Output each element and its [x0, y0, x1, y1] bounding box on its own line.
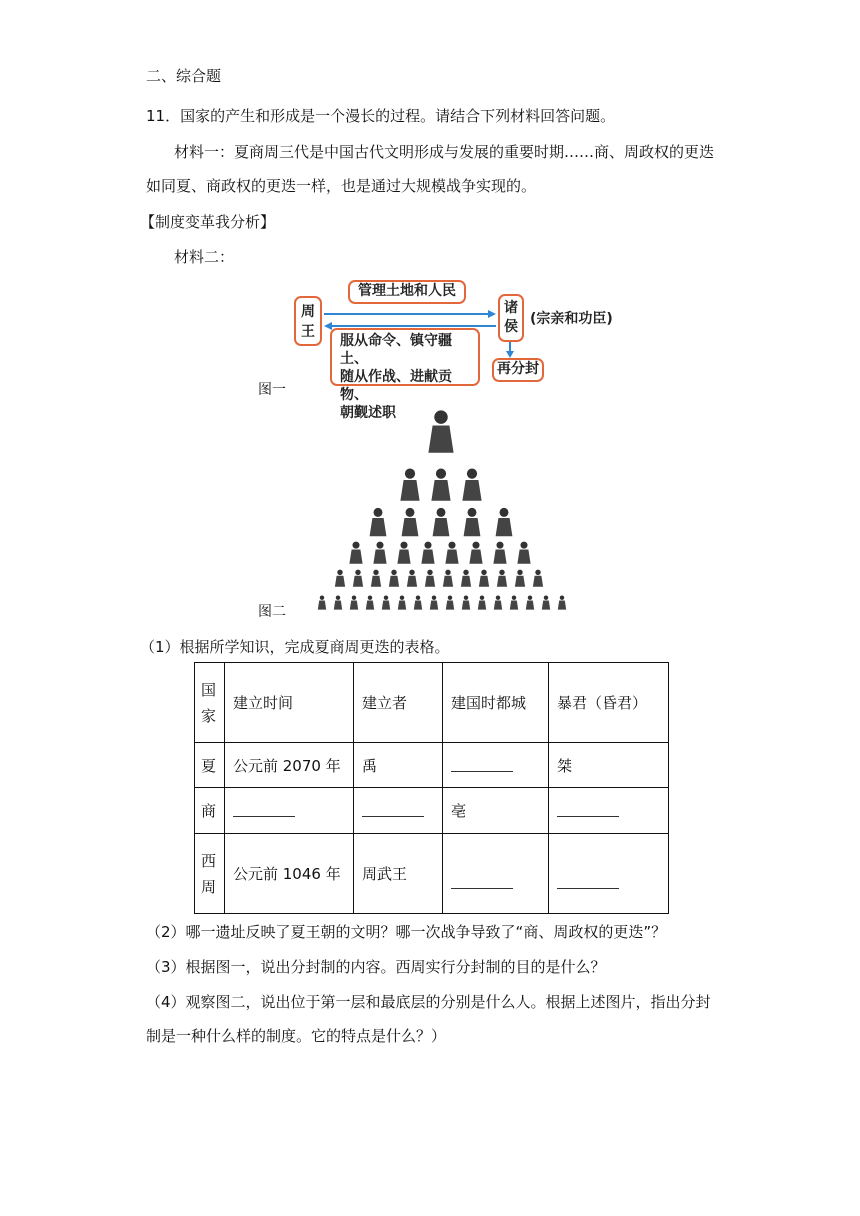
diagram-arrows: [320, 296, 520, 366]
blank-cell[interactable]: [549, 834, 669, 914]
question-1: （1）根据所学知识，完成夏商周更迭的表格。: [140, 638, 450, 656]
table-row: 西周 公元前 1046 年 周武王: [195, 834, 669, 914]
question-11: 11．国家的产生和形成是一个漫长的过程。请结合下列材料回答问题。: [146, 107, 616, 125]
table-row: 夏 公元前 2070 年 禹 桀: [195, 743, 669, 788]
header-founded: 建立时间: [225, 663, 354, 743]
figure2-caption: 图二: [258, 604, 286, 620]
header-country: 国家: [195, 663, 225, 743]
dynasty-table: [194, 662, 669, 914]
question-3: （3）根据图一，说出分封制的内容。西周实行分封制的目的是什么？: [146, 958, 606, 976]
material2-label: 材料二：: [174, 248, 235, 266]
re-enfeoff-box: 再分封: [492, 358, 544, 382]
question-4-line1: （4）观察图二，说出位于第一层和最底层的分别是什么人。根据上述图片，指出分封: [146, 993, 711, 1011]
blank-cell[interactable]: [443, 743, 549, 788]
question-4-line2: 制是一种什么样的制度。它的特点是什么？）: [146, 1027, 447, 1045]
section-title: 二、综合题: [146, 67, 222, 85]
material1-line2: 如同夏、商政权的更迭一样，也是通过大规模战争实现的。: [146, 177, 537, 195]
header-founder: 建立者: [354, 663, 443, 743]
question-2: （2）哪一遗址反映了夏王朝的文明？哪一次战争导致了“商、周政权的更迭”？: [146, 923, 667, 941]
figure1-caption: 图一: [258, 382, 286, 398]
table-row: 商 亳: [195, 788, 669, 834]
header-capital: 建国时都城: [443, 663, 549, 743]
subheading: 【制度变革我分析】: [140, 213, 276, 231]
header-tyrant: 暴君（昏君）: [549, 663, 669, 743]
table-header-row: [195, 663, 669, 743]
material1-line1: 材料一：夏商周三代是中国古代文明形成与发展的重要时期……商、周政权的更迭: [174, 143, 715, 161]
blank-cell[interactable]: [549, 788, 669, 834]
lords-box: 诸 侯: [498, 294, 524, 342]
manage-box: 管理土地和人民: [348, 280, 466, 304]
lords-note: (宗亲和功臣): [530, 311, 613, 327]
zhou-king-box: 周 王: [294, 296, 322, 346]
duties-box: 服从命令、镇守疆土、 随从作战、进献贡物、 朝觐述职: [330, 328, 480, 386]
blank-cell[interactable]: [443, 834, 549, 914]
figure2-pyramid: [300, 408, 580, 614]
blank-cell[interactable]: [354, 788, 443, 834]
blank-cell[interactable]: [225, 788, 354, 834]
